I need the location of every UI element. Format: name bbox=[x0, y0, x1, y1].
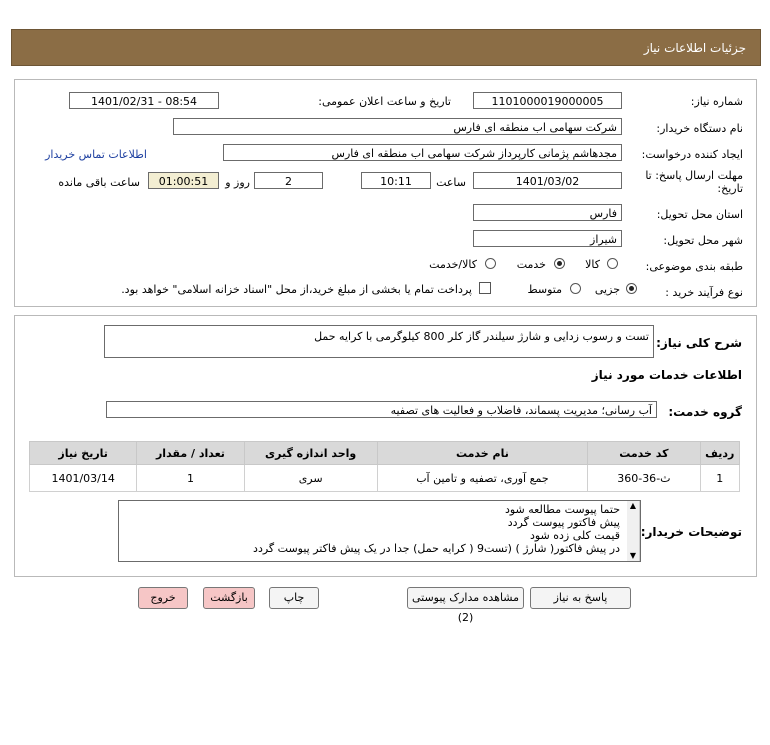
delivery-city-label: شهر محل تحویل: bbox=[663, 234, 743, 247]
deadline-date-field[interactable]: 1401/03/02 bbox=[473, 172, 622, 189]
service-group-label: گروه خدمت: bbox=[668, 405, 742, 419]
scroll-down-arrow-icon[interactable]: ▼ bbox=[629, 551, 637, 560]
treasury-payment-checkbox[interactable] bbox=[479, 282, 491, 294]
process-option-minor: جزیی bbox=[594, 283, 620, 296]
category-radio-goods-service[interactable] bbox=[485, 258, 496, 269]
category-label: طبقه بندی موضوعی: bbox=[645, 260, 743, 273]
request-creator-label: ایجاد کننده درخواست: bbox=[641, 148, 743, 161]
deadline-time-field[interactable]: 10:11 bbox=[361, 172, 431, 189]
note-line: قیمت کلی زده شود bbox=[529, 529, 620, 542]
table-row[interactable] bbox=[30, 465, 740, 492]
note-line: حتما پیوست مطالعه شود bbox=[504, 503, 620, 516]
cell-service-name: جمع آوری، تصفیه و تامین آب bbox=[377, 465, 587, 492]
process-radio-medium[interactable] bbox=[570, 283, 581, 294]
cell-need-date: 1401/03/14 bbox=[30, 465, 137, 492]
request-creator-field[interactable]: مجدهاشم پژمانی کارپرداز شرکت سهامی اب منطقه ای فارس bbox=[223, 144, 622, 161]
page-header bbox=[11, 29, 761, 66]
print-button[interactable]: چاپ bbox=[269, 587, 319, 609]
col-unit: واحد اندازه گیری bbox=[244, 442, 377, 465]
category-option-goods-service: کالا/خدمت bbox=[429, 258, 477, 271]
category-option-service: خدمت bbox=[516, 258, 546, 271]
page-title: جزئیات اطلاعات نیاز bbox=[643, 41, 746, 55]
process-option-medium: متوسط bbox=[527, 283, 562, 296]
scroll-up-arrow-icon[interactable]: ▲ bbox=[629, 501, 637, 510]
col-quantity: تعداد / مقدار bbox=[137, 442, 244, 465]
cell-unit: سری bbox=[244, 465, 377, 492]
purchase-process-label: نوع فرآیند خرید : bbox=[665, 286, 743, 299]
need-number-label: شماره نیاز: bbox=[690, 95, 743, 108]
note-line: پیش فاکتور پیوست گردد bbox=[507, 516, 620, 529]
col-service-name: نام خدمت bbox=[377, 442, 587, 465]
buyer-notes-box[interactable] bbox=[118, 500, 641, 562]
days-label: روز و bbox=[225, 176, 250, 189]
deadline-label: مهلت ارسال پاسخ: تا bbox=[645, 169, 743, 182]
need-number-field[interactable]: 1101000019000005 bbox=[473, 92, 622, 109]
buyer-org-field[interactable]: شرکت سهامی اب منطقه ای فارس bbox=[173, 118, 622, 135]
treasury-payment-note: پرداخت تمام یا بخشی از مبلغ خرید،از محل "اسناد خزانه اسلامی" خواهد بود. bbox=[121, 283, 472, 296]
reply-to-need-button[interactable]: پاسخ به نیاز bbox=[530, 587, 631, 609]
buyer-notes-label: توضیحات خریدار: bbox=[640, 525, 742, 539]
services-table bbox=[29, 441, 740, 492]
notes-scrollbar[interactable] bbox=[627, 501, 640, 561]
view-attachments-button[interactable]: مشاهده مدارک پیوستی (2) bbox=[407, 587, 524, 609]
cell-row-number: 1 bbox=[700, 465, 739, 492]
remaining-time-field: 01:00:51 bbox=[148, 172, 219, 189]
process-radio-minor[interactable] bbox=[626, 283, 637, 294]
delivery-province-label: استان محل تحویل: bbox=[656, 208, 743, 221]
need-description-field[interactable]: تست و رسوب زدایی و شارژ سیلندر گاز کلر 800 کیلوگرمی با کرایه حمل bbox=[104, 325, 654, 358]
need-description-label: شرح کلی نیاز: bbox=[656, 336, 742, 350]
announce-datetime-label: تاریخ و ساعت اعلان عمومی: bbox=[318, 95, 451, 108]
deadline-label-date: تاریخ: bbox=[717, 182, 743, 195]
category-radio-service[interactable] bbox=[554, 258, 565, 269]
remaining-days-field[interactable]: 2 bbox=[254, 172, 323, 189]
category-option-goods: کالا bbox=[585, 258, 600, 271]
col-row-number: ردیف bbox=[700, 442, 739, 465]
cell-quantity: 1 bbox=[137, 465, 244, 492]
col-service-code: کد خدمت bbox=[588, 442, 700, 465]
category-radio-goods[interactable] bbox=[607, 258, 618, 269]
table-header-row bbox=[30, 442, 740, 465]
buyer-org-label: نام دستگاه خریدار: bbox=[656, 122, 743, 135]
announce-datetime-field[interactable]: 1401/02/31 - 08:54 bbox=[69, 92, 219, 109]
delivery-city-field[interactable]: شیراز bbox=[473, 230, 622, 247]
col-need-date: تاریخ نیاز bbox=[30, 442, 137, 465]
cell-service-code: ث-36-360 bbox=[588, 465, 700, 492]
remaining-time-label: ساعت باقی مانده bbox=[58, 176, 140, 189]
exit-button[interactable]: خروج bbox=[138, 587, 188, 609]
buyer-contact-link[interactable]: اطلاعات تماس خریدار bbox=[45, 148, 147, 161]
deadline-time-label: ساعت bbox=[436, 176, 466, 189]
service-group-field[interactable]: آب رسانی؛ مدیریت پسماند، فاضلاب و فعالیت های تصفیه bbox=[106, 401, 657, 418]
delivery-province-field[interactable]: فارس bbox=[473, 204, 622, 221]
note-line: در پیش فاکتور( شارژ ) (تست9 ( کرایه حمل) جدا در یک پیش فاکتر پیوست گردد bbox=[253, 542, 620, 555]
back-button[interactable]: بازگشت bbox=[203, 587, 255, 609]
services-section-title: اطلاعات خدمات مورد نیاز bbox=[591, 368, 742, 382]
